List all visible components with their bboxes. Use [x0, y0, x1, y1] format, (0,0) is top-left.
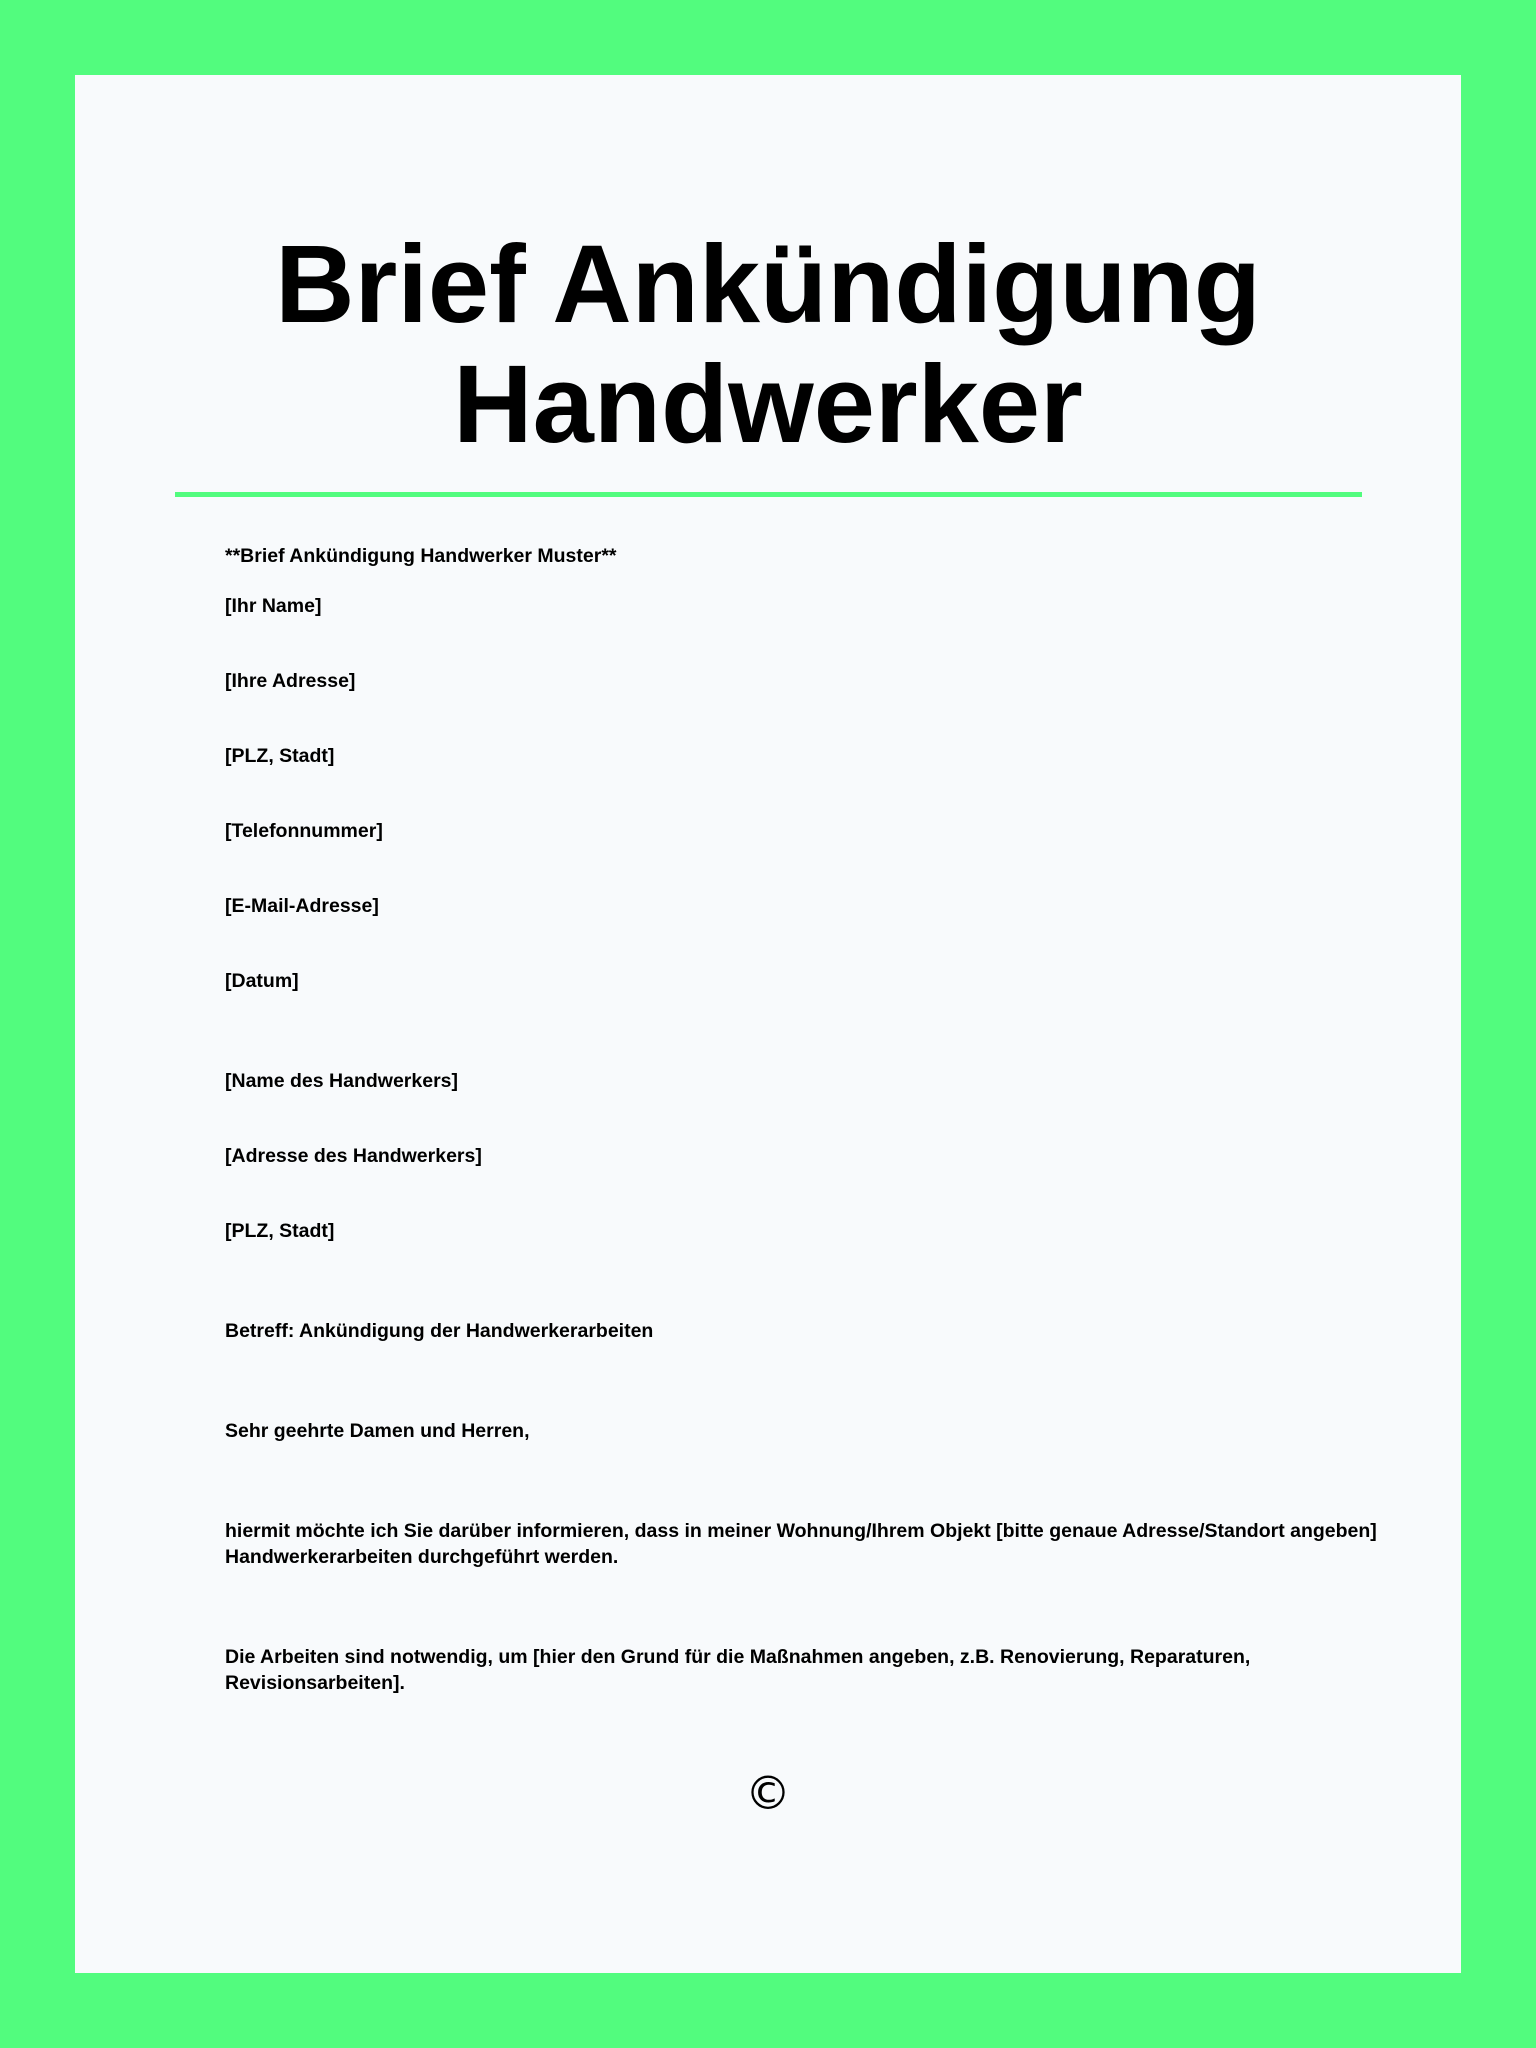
sender-email: [E-Mail-Adresse]	[225, 895, 379, 917]
document-page	[75, 75, 1461, 1973]
sender-city: [PLZ, Stadt]	[225, 745, 335, 767]
title-divider	[175, 492, 1362, 497]
recipient-city: [PLZ, Stadt]	[225, 1220, 335, 1242]
sender-name: [Ihr Name]	[225, 595, 322, 617]
title-line-1: Brief Ankündigung	[275, 223, 1261, 346]
title-line-2: Handwerker	[453, 343, 1083, 466]
letter-subject: Betreff: Ankündigung der Handwerkerarbeiten	[225, 1320, 654, 1342]
letter-salutation: Sehr geehrte Damen und Herren,	[225, 1420, 530, 1442]
letter-date: [Datum]	[225, 970, 299, 992]
recipient-name: [Name des Handwerkers]	[225, 1070, 459, 1092]
letter-paragraph-1: hiermit möchte ich Sie darüber informieren, dass in meiner Wohnung/Ihrem Objekt [bitte genaue Adresse/Standort angeben] Handwerkerarbeiten durchgeführt werden.	[225, 1520, 1377, 1568]
document-title	[75, 225, 1461, 465]
letter-paragraph-2: Die Arbeiten sind notwendig, um [hier den Grund für die Maßnahmen angeben, z.B. Renovierung, Reparaturen, Revisionsarbeiten].	[225, 1646, 1251, 1694]
recipient-address: [Adresse des Handwerkers]	[225, 1145, 482, 1167]
letter-heading: **Brief Ankündigung Handwerker Muster**	[225, 545, 617, 567]
copyright-icon: ©	[745, 1766, 791, 1820]
sender-phone: [Telefonnummer]	[225, 820, 383, 842]
sender-address: [Ihre Adresse]	[225, 670, 356, 692]
